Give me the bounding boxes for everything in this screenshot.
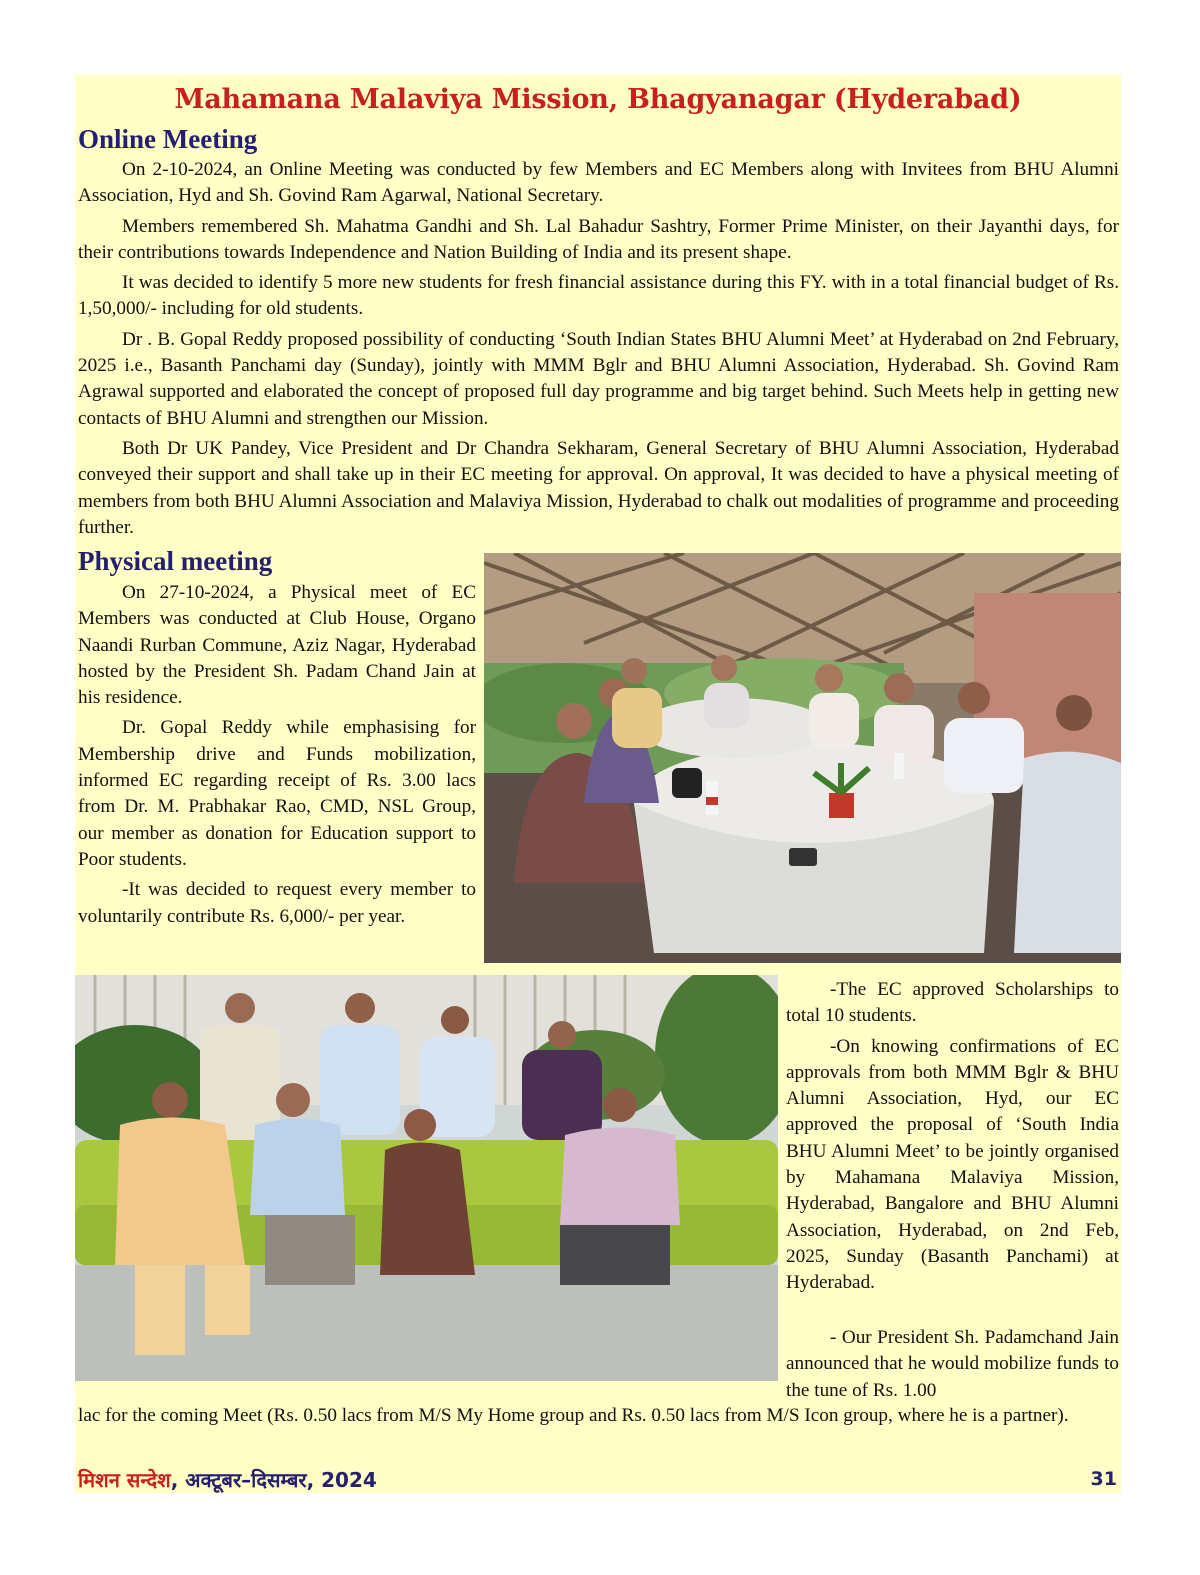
online-paragraph: On 2-10-2024, an Online Meeting was conducted by few Members and EC Members along with Invitees from BHU Alumni Association, Hyd and Sh. Govind Ram Agarwal, National Secretary. <box>78 159 1119 207</box>
online-paragraph: Dr . B. Gopal Reddy proposed possibility of conducting ‘South Indian States BHU Alumni Meet’ at Hyderabad on 2nd February, 2025 i.e., Basanth Panchami day (Sunday), jointly with MMM Bglr and BHU Alumni Association, Hyderabad. Sh. Govind Ram Agrawal supported and elaborated the concept of proposed full day programme and big target behind. Such Meets help in getting new contacts of BHU Alumni and strengthen our Mission. <box>78 328 1119 429</box>
footer-hindi-title: मिशन सन्देश <box>78 1468 171 1492</box>
page-number: 31 <box>1090 1468 1117 1490</box>
online-paragraph: Members remembered Sh. Mahatma Gandhi and Sh. Lal Bahadur Sashtry, Former Prime Minister, on their Jayanthi days, for their contributions towards Independence and Nation Building of India and its present shape. <box>78 215 1119 263</box>
physical-final-lead <box>786 1325 1119 1408</box>
physical-paragraph: Dr. Gopal Reddy while emphasising for Membership drive and Funds mobilization, informed EC regarding receipt of Rs. 3.00 lacs from Dr. M. Prabhakar Rao, CMD, NSL Group, our member as donation for Education support to Poor students. <box>78 717 476 870</box>
group-photo <box>75 975 778 1381</box>
physical-meeting-right-text <box>786 977 1119 1301</box>
meeting-photo <box>484 553 1121 963</box>
physical-paragraph: -It was decided to request every member to voluntarily contribute Rs. 6,000/- per year. <box>78 879 476 927</box>
physical-meeting-heading: Physical meeting <box>78 546 273 576</box>
physical-paragraph: -The EC approved Scholarships to total 10 students. <box>786 979 1119 1027</box>
physical-paragraph: -On knowing confirmations of EC approvals from both MMM Bglr & BHU Alumni Association, Hyd, our EC approved the proposal of ‘South India BHU Alumni Meet’ to be jointly organised by Mahamana Malaviya Mission, Hyderabad, Bangalore and BHU Alumni Association, Hyderabad, on 2nd Feb, 2025, Sunday (Basanth Panchami) at Hyderabad. <box>786 1035 1119 1294</box>
page-title: Mahamana Malaviya Mission, Bhagyanagar (Hyderabad) <box>174 84 1022 115</box>
online-paragraph: It was decided to identify 5 more new students for fresh financial assistance during this FY. with in a total financial budget of Rs. 1,50,000/- including for old students. <box>78 272 1119 320</box>
physical-paragraph: On 27-10-2024, a Physical meet of EC Members was conducted at Club House, Organo Naandi Rurban Commune, Aziz Nagar, Hyderabad hosted by the President Sh. Padam Chand Jain at his residence. <box>78 582 476 709</box>
online-meeting-text <box>78 157 1119 545</box>
physical-paragraph: - Our President Sh. Padamchand Jain announced that he would mobilize funds to the tune of Rs. 1.00 <box>786 1327 1119 1401</box>
online-meeting-heading: Online Meeting <box>78 124 258 154</box>
physical-meeting-text <box>78 580 476 934</box>
physical-final-tail <box>78 1403 1119 1460</box>
footer-issue-date: , अक्टूबर–दिसम्बर, 2024 <box>170 1468 377 1492</box>
footer-title <box>78 1466 377 1493</box>
online-paragraph: Both Dr UK Pandey, Vice President and Dr Chandra Sekharam, General Secretary of BHU Alumni Association, Hyderabad conveyed their support and shall take up in their EC meeting for approval. On approval, It was decided to have a physical meeting of members from both BHU Alumni Association and Malaviya Mission, Hyderabad to chalk out modalities of programme and proceeding further. <box>78 437 1119 538</box>
physical-paragraph-tail: lac for the coming Meet (Rs. 0.50 lacs from M/S My Home group and Rs. 0.50 lacs from M/S Icon group, where he is a partner). <box>78 1405 1069 1426</box>
